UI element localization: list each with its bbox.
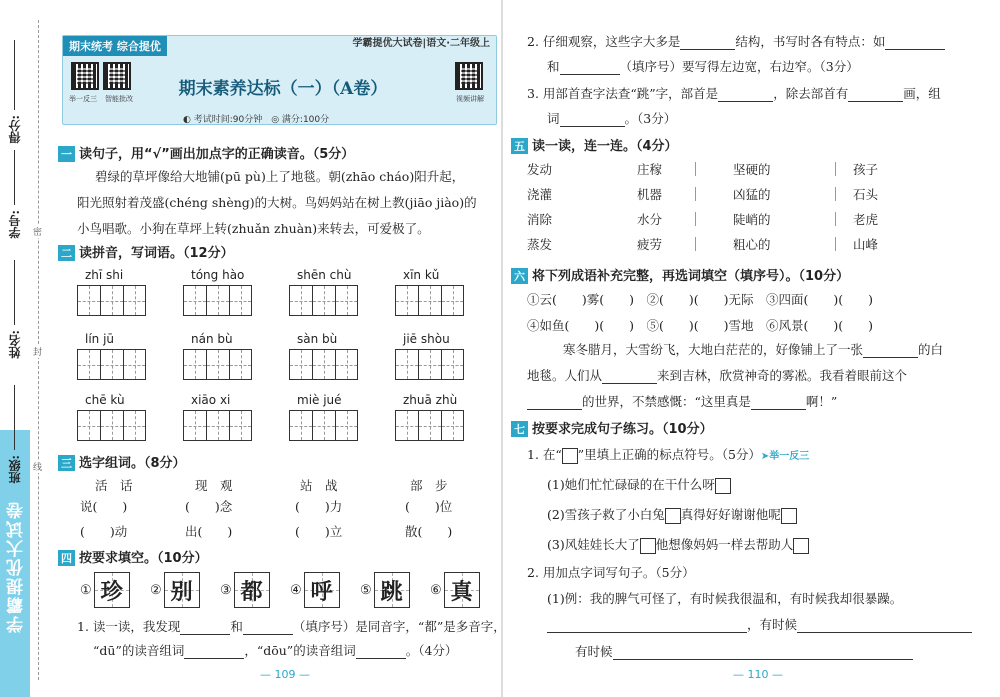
match-item[interactable]: 水分 (637, 212, 663, 227)
answer-blank[interactable] (547, 632, 747, 633)
grid-cell[interactable] (418, 410, 441, 441)
pinyin-label: lín jū (85, 332, 115, 346)
grid-cell[interactable] (206, 410, 229, 441)
text: “dū”的读音组词 (93, 643, 185, 658)
page-divider (501, 0, 503, 697)
text: 画，组 (903, 86, 941, 101)
pinyin-label: chē kù (85, 393, 125, 407)
column-separator (695, 212, 696, 226)
q1-line: 碧绿的草坪像给大地铺(pū pù)上了地毯。朝(zhāo cháo)阳升起， (95, 169, 465, 184)
grid-cell[interactable] (229, 349, 252, 380)
grid-cell[interactable] (123, 410, 146, 441)
text: 的白 (918, 342, 944, 357)
qr-code-icon[interactable] (103, 62, 131, 90)
writing-grid[interactable] (289, 285, 358, 316)
question-2-title (58, 242, 234, 261)
text: ，“dōu”的读音组词 (244, 643, 356, 658)
grid-cell[interactable] (312, 285, 335, 316)
answer-blank[interactable] (885, 49, 945, 50)
text: (3)风娃娃长大了 (547, 537, 640, 552)
exam-header (62, 35, 497, 125)
word-blank[interactable]: 说( ) (80, 499, 128, 514)
name-label: 姓名: (8, 330, 22, 359)
word-blank[interactable]: ( )位 (405, 499, 453, 514)
grid-cell[interactable] (335, 410, 358, 441)
q7-s1 (527, 445, 809, 464)
writing-grid[interactable] (183, 285, 252, 316)
answer-blank[interactable] (848, 101, 903, 102)
grid-cell[interactable] (395, 285, 418, 316)
seal-mark: 封 (33, 345, 42, 358)
question-5-title (511, 135, 678, 154)
match-item[interactable]: 粗心的 (733, 237, 771, 252)
q7-a1 (547, 475, 731, 494)
text: 词 (547, 111, 560, 126)
text: 真得好好谢谢他呢 (680, 507, 781, 522)
grid-cell[interactable] (312, 410, 335, 441)
binding-strip (0, 0, 52, 697)
answer-blank[interactable] (180, 634, 230, 635)
column-separator (835, 187, 836, 201)
word-blank[interactable]: 散( ) (405, 524, 453, 539)
word-blank[interactable]: ( )动 (80, 524, 128, 539)
text: 和 (230, 619, 243, 634)
char-item (150, 572, 200, 608)
grid-cell[interactable] (100, 285, 123, 316)
char-index: ⑤ (360, 582, 372, 598)
match-item[interactable]: 坚硬的 (733, 162, 771, 177)
page-number: — 109 — (260, 668, 310, 681)
question-7-title (511, 418, 713, 437)
text: 和 (547, 59, 560, 74)
writing-grid[interactable] (77, 285, 146, 316)
punct-box[interactable] (793, 538, 809, 554)
q6-para (563, 340, 943, 358)
qr-caption: 智能批改 (105, 95, 133, 103)
char-index: ③ (220, 582, 232, 598)
match-item[interactable]: 疲劳 (637, 237, 663, 252)
score-line (14, 40, 15, 110)
pinyin-label: miè jué (297, 393, 342, 407)
match-item[interactable]: 陡峭的 (733, 212, 771, 227)
char-glyph: 呼 (310, 578, 333, 605)
grid-cell[interactable] (289, 285, 312, 316)
question-text: 按要求填空。（10分） (79, 551, 208, 566)
question-text: 选字组词。（8分） (79, 456, 186, 471)
q7-a2 (547, 505, 797, 524)
question-text: 读句子，用“√”画出加点字的正确读音。（5分） (79, 147, 355, 162)
writing-grid[interactable] (395, 349, 464, 380)
question-number: 一 (58, 146, 75, 162)
question-6-title (511, 265, 849, 284)
char-index: ④ (290, 582, 302, 598)
grid-cell[interactable] (335, 349, 358, 380)
column-separator (835, 212, 836, 226)
column-separator (695, 162, 696, 176)
column-separator (835, 237, 836, 251)
text: (2)雪孩子救了小白兔 (547, 507, 665, 522)
series-label: 学霸提优大试卷|语文·二年级上 (352, 38, 490, 49)
text: 。（3分） (624, 111, 677, 126)
page-110 (505, 0, 1000, 697)
qr-code-icon[interactable] (71, 62, 99, 90)
pinyin-label: sàn bù (297, 332, 338, 346)
idiom-row[interactable]: ④如鱼( )( ) ⑤( )( )雪地 ⑥风景( )( ) (527, 318, 874, 333)
char-glyph: 真 (450, 578, 473, 605)
grid-cell[interactable] (441, 410, 464, 441)
text: 结构，书写时各有特点：如 (735, 34, 886, 49)
exam-tag: 期末统考 综合提优 (63, 36, 167, 56)
choice-chars: 现 观 (195, 478, 233, 493)
match-item[interactable]: 山峰 (853, 237, 879, 252)
id-line (14, 150, 15, 205)
writing-grid[interactable] (183, 349, 252, 380)
seal-mark: 密 (33, 225, 42, 238)
answer-blank[interactable] (797, 632, 972, 633)
match-item[interactable]: 蒸发 (527, 237, 553, 252)
column-separator (695, 237, 696, 251)
pinyin-label: zhī shi (85, 268, 124, 282)
example-sentence: (1)例：我的脾气可怪了，有时候我很温和，有时候我却很暴躁。 (547, 591, 903, 606)
write-line (547, 615, 972, 633)
pinyin-label: jiē shòu (403, 332, 450, 346)
match-item[interactable]: 机器 (637, 187, 663, 202)
char-box (164, 572, 200, 608)
writing-grid[interactable] (395, 285, 464, 316)
match-item[interactable]: 凶猛的 (733, 187, 771, 202)
writing-grid[interactable] (77, 410, 146, 441)
writing-grid[interactable] (395, 410, 464, 441)
q1-line: 阳光照射着茂盛(chéng shèng)的大树。鸟妈妈站在树上教(jiāo jiào)的 (77, 195, 477, 210)
grid-cell[interactable] (77, 285, 100, 316)
grid-cell[interactable] (206, 349, 229, 380)
question-number: 六 (511, 268, 528, 284)
id-label: 学号: (8, 210, 22, 239)
question-1-title (58, 143, 354, 162)
grid-cell[interactable] (289, 349, 312, 380)
text: （填序号）是同音字，“都”是多音字， (292, 619, 506, 634)
question-number: 五 (511, 138, 528, 154)
grid-cell[interactable] (183, 285, 206, 316)
answer-blank[interactable] (184, 658, 244, 659)
grid-cell[interactable] (289, 410, 312, 441)
choice-chars: 站 战 (300, 478, 338, 493)
grid-cell[interactable] (100, 349, 123, 380)
pinyin-label: nán bù (191, 332, 233, 346)
q7-s2: 2. 用加点字词写句子。（5分） (527, 565, 695, 580)
word-blank[interactable]: ( )力 (295, 499, 343, 514)
char-item (220, 572, 270, 608)
text: 地毯。人们从 (527, 368, 603, 383)
char-box (304, 572, 340, 608)
answer-blank[interactable] (243, 634, 293, 635)
answer-blank[interactable] (356, 658, 406, 659)
pinyin-label: xiāo xi (191, 393, 231, 407)
page-109 (55, 0, 506, 697)
text: 1. 读一读，我发现 (77, 619, 181, 634)
answer-blank[interactable] (863, 357, 918, 358)
brand-text: 学霸提优大试卷 (7, 500, 27, 633)
text: 3. 用部首查字法查“跳”字，部首是 (527, 86, 719, 101)
char-glyph: 都 (240, 578, 263, 605)
qr-code-icon[interactable] (455, 62, 483, 90)
grid-cell[interactable] (123, 349, 146, 380)
match-item[interactable]: 浇灌 (527, 187, 553, 202)
write-line (575, 642, 913, 660)
char-box (94, 572, 130, 608)
char-item (80, 572, 130, 608)
grid-cell[interactable] (418, 349, 441, 380)
punct-box[interactable] (781, 508, 797, 524)
char-glyph: 别 (170, 578, 193, 605)
q4-line (93, 641, 457, 659)
writing-grid[interactable] (77, 349, 146, 380)
q7-a3 (547, 535, 809, 554)
char-item (290, 572, 340, 608)
text: 2. 仔细观察，这些字大多是 (527, 34, 681, 49)
match-item[interactable]: 庄稼 (637, 162, 663, 177)
grid-cell[interactable] (441, 285, 464, 316)
question-4-title (58, 547, 208, 566)
question-text: 按要求完成句子练习。（10分） (532, 422, 713, 437)
question-number: 三 (58, 455, 75, 471)
seal-mark: 线 (33, 460, 42, 473)
text: 。（4分） (405, 643, 458, 658)
match-item[interactable]: 石头 (853, 187, 879, 202)
exam-title: 期末素养达标（一）（A卷） (178, 79, 388, 99)
answer-blank[interactable] (751, 409, 806, 410)
page-number: — 110 — (733, 668, 783, 681)
char-index: ① (80, 582, 92, 598)
grid-cell[interactable] (418, 285, 441, 316)
answer-blank[interactable] (602, 383, 657, 384)
q4r-line (527, 32, 945, 50)
punct-box[interactable] (715, 478, 731, 494)
text: ，除去部首有 (773, 86, 849, 101)
grid-cell[interactable] (229, 410, 252, 441)
grid-cell[interactable] (123, 285, 146, 316)
question-text: 将下列成语补充完整，再选词填空（填序号）。（10分） (532, 269, 850, 284)
choice-chars: 部 步 (410, 478, 448, 493)
text: 寒冬腊月，大雪纷飞，大地白茫茫的，好像铺上了一张 (563, 342, 864, 357)
question-3-title (58, 452, 186, 471)
idiom-row[interactable]: ①云( )雾( ) ②( )( )无际 ③四面( )( ) (527, 292, 874, 307)
match-item[interactable]: 老虎 (853, 212, 879, 227)
text: (1)她们忙忙碌碌的在干什么呀 (547, 477, 715, 492)
pinyin-label: tóng hào (191, 268, 245, 282)
column-separator (695, 187, 696, 201)
grid-cell[interactable] (335, 285, 358, 316)
word-blank[interactable]: 出( ) (185, 524, 233, 539)
char-item (430, 572, 480, 608)
match-item[interactable]: 孩子 (853, 162, 879, 177)
text: 来到吉林，欣赏神奇的雾凇。我看着眼前这个 (657, 368, 908, 383)
pinyin-label: zhuā zhù (403, 393, 458, 407)
text: ”里填上正确的标点符号。（5分） (577, 447, 761, 462)
grid-cell[interactable] (77, 349, 100, 380)
answer-blank[interactable] (680, 49, 735, 50)
score-label: 得分: (8, 115, 22, 144)
char-box (374, 572, 410, 608)
grid-cell[interactable] (312, 349, 335, 380)
word-blank[interactable]: ( )立 (295, 524, 343, 539)
word-blank[interactable]: ( )念 (185, 499, 233, 514)
class-line (14, 385, 15, 450)
char-box (234, 572, 270, 608)
grid-cell[interactable] (395, 349, 418, 380)
writing-grid[interactable] (183, 410, 252, 441)
question-number: 七 (511, 421, 528, 437)
pinyin-label: shēn chù (297, 268, 352, 282)
text: 1. 在“ (527, 447, 562, 462)
class-label: 班级: (8, 455, 22, 484)
name-line (14, 260, 15, 325)
char-box (444, 572, 480, 608)
q4-line (77, 617, 506, 635)
answer-blank[interactable] (613, 659, 913, 660)
text: 他想像妈妈一样去帮助人 (655, 537, 794, 552)
q6-para (527, 392, 837, 410)
question-text: 读拼音，写词语。（12分） (79, 246, 234, 261)
question-number: 四 (58, 550, 75, 566)
exam-info: ◐ 考试时间:90分钟 ◎ 满分:100分 (183, 115, 330, 125)
grid-cell[interactable] (183, 349, 206, 380)
match-item[interactable]: 发动 (527, 162, 553, 177)
column-separator (835, 162, 836, 176)
text: ，有时候 (747, 617, 798, 632)
q4r-line (527, 84, 941, 102)
char-index: ② (150, 582, 162, 598)
grid-cell[interactable] (206, 285, 229, 316)
answer-blank[interactable] (527, 409, 582, 410)
q4r-line (547, 109, 676, 127)
grid-cell[interactable] (183, 410, 206, 441)
tag-label: ➤举一反三 (760, 451, 810, 462)
answer-blank[interactable] (560, 74, 620, 75)
char-glyph: 珍 (100, 578, 123, 605)
choice-chars: 活 话 (95, 478, 133, 493)
pinyin-label: xīn kǔ (403, 268, 440, 282)
grid-cell[interactable] (441, 349, 464, 380)
grid-cell[interactable] (395, 410, 418, 441)
q1-line: 小鸟唱歌。小狗在草坪上转(zhuǎn zhuàn)来转去，可爱极了。 (77, 221, 430, 236)
grid-cell[interactable] (77, 410, 100, 441)
match-item[interactable]: 消除 (527, 212, 553, 227)
grid-cell[interactable] (100, 410, 123, 441)
q6-para (527, 366, 907, 384)
text: 的世界，不禁感慨：“这里真是 (582, 394, 751, 409)
text: 啊！” (805, 394, 838, 409)
punct-box[interactable] (640, 538, 656, 554)
answer-blank[interactable] (718, 101, 773, 102)
char-item (360, 572, 410, 608)
text: 有时候 (575, 644, 613, 659)
qr-caption: 视频讲解 (456, 95, 484, 103)
writing-grid[interactable] (289, 410, 358, 441)
punct-box (562, 448, 578, 464)
answer-blank[interactable] (560, 126, 625, 127)
char-index: ⑥ (430, 582, 442, 598)
q4r-line (547, 57, 859, 75)
text: （填序号）要写得左边宽，右边窄。（3分） (619, 59, 859, 74)
writing-grid[interactable] (289, 349, 358, 380)
qr-caption: 举一反三 (69, 95, 97, 103)
grid-cell[interactable] (229, 285, 252, 316)
question-number: 二 (58, 245, 75, 261)
question-text: 读一读，连一连。（4分） (532, 139, 678, 154)
char-glyph: 跳 (380, 578, 403, 605)
punct-box[interactable] (665, 508, 681, 524)
